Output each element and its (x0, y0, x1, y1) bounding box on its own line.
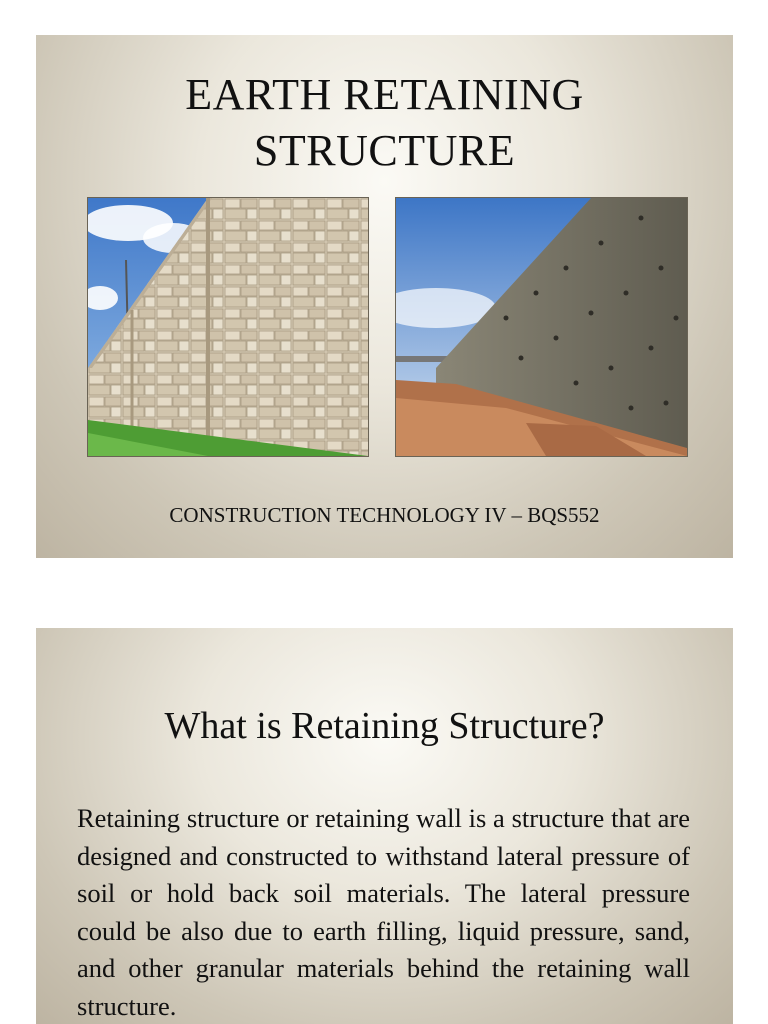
block-retaining-wall-photo (87, 197, 369, 457)
anchored-retaining-wall-photo (395, 197, 688, 457)
slide-title (36, 67, 733, 179)
definition-paragraph: Retaining structure or retaining wall is a structure that are designed and constructed to withstand lateral pressure of soil or hold back soil materials. The lateral pressure could be also due to earth filling, liquid pressure, sand, and other granular materials behind the retaining wall structure. (77, 803, 690, 1021)
title-slide (36, 35, 733, 558)
definition-slide (36, 628, 733, 1024)
course-subtitle: CONSTRUCTION TECHNOLOGY IV – BQS552 (169, 503, 600, 527)
title-line-2: STRUCTURE (253, 126, 516, 175)
title-line-1: EARTH RETAINING (185, 70, 584, 119)
slide-heading: What is Retaining Structure? (164, 705, 605, 747)
